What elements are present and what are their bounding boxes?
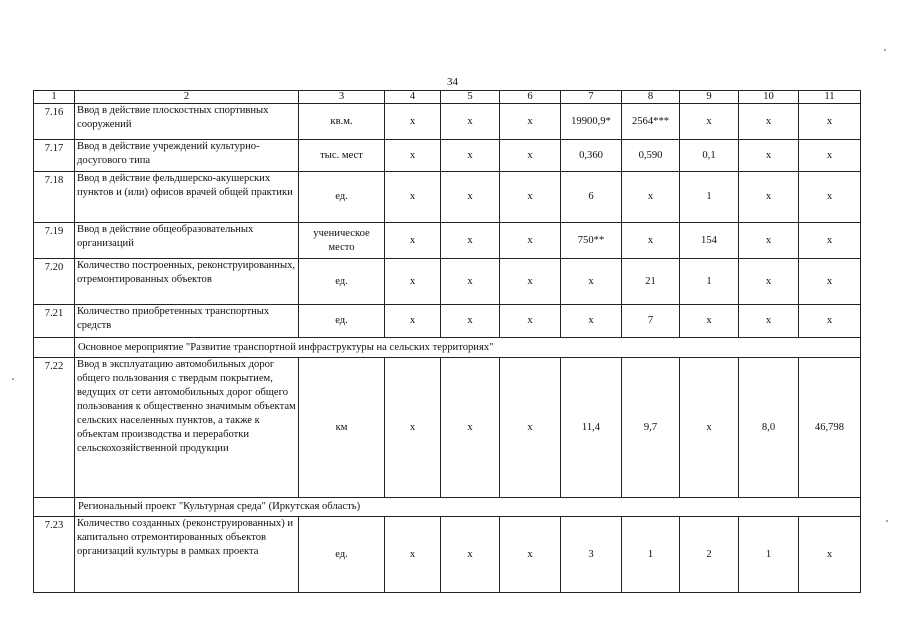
- value-cell: 154: [680, 223, 739, 259]
- value-cell: х: [441, 172, 500, 223]
- value-cell: х: [739, 104, 799, 140]
- indicator-name: Количество приобретенных транспортных средств: [75, 305, 299, 338]
- value-cell: х: [500, 259, 561, 305]
- value-cell: 8,0: [739, 358, 799, 498]
- table-header-row: [34, 91, 861, 104]
- value-cell: х: [441, 517, 500, 593]
- indicator-name: Ввод в действие учреждений культурно-досугового типа: [75, 140, 299, 172]
- value-cell: х: [385, 104, 441, 140]
- row-number: 7.17: [34, 140, 75, 172]
- value-cell: 9,7: [622, 358, 680, 498]
- value-cell: 7: [622, 305, 680, 338]
- column-number-header: 1: [34, 91, 75, 104]
- value-cell: х: [622, 223, 680, 259]
- value-cell: х: [385, 172, 441, 223]
- value-cell: 0,590: [622, 140, 680, 172]
- value-cell: 11,4: [561, 358, 622, 498]
- section-number-cell: [34, 338, 75, 358]
- value-cell: х: [385, 259, 441, 305]
- value-cell: 0,360: [561, 140, 622, 172]
- table-row: [34, 104, 861, 140]
- indicator-name: Ввод в действие плоскостных спортивных сооружений: [75, 104, 299, 140]
- column-number-header: 8: [622, 91, 680, 104]
- value-cell: х: [385, 223, 441, 259]
- unit-of-measure: ед.: [299, 259, 385, 305]
- row-number: 7.19: [34, 223, 75, 259]
- value-cell: х: [799, 305, 861, 338]
- row-number: 7.22: [34, 358, 75, 498]
- indicator-name: Количество построенных, реконструированных, отремонтированных объектов: [75, 259, 299, 305]
- value-cell: х: [739, 223, 799, 259]
- table-row: [34, 140, 861, 172]
- value-cell: х: [739, 305, 799, 338]
- value-cell: х: [799, 259, 861, 305]
- value-cell: 3: [561, 517, 622, 593]
- row-number: 7.16: [34, 104, 75, 140]
- column-number-header: 9: [680, 91, 739, 104]
- value-cell: х: [385, 305, 441, 338]
- value-cell: х: [739, 172, 799, 223]
- value-cell: 21: [622, 259, 680, 305]
- value-cell: 750**: [561, 223, 622, 259]
- value-cell: х: [385, 140, 441, 172]
- value-cell: х: [799, 172, 861, 223]
- column-number-header: 2: [75, 91, 299, 104]
- value-cell: 2: [680, 517, 739, 593]
- value-cell: х: [500, 172, 561, 223]
- value-cell: х: [739, 259, 799, 305]
- value-cell: 2564***: [622, 104, 680, 140]
- unit-of-measure: ед.: [299, 172, 385, 223]
- value-cell: 19900,9*: [561, 104, 622, 140]
- column-number-header: 4: [385, 91, 441, 104]
- value-cell: х: [622, 172, 680, 223]
- section-title: Основное мероприятие "Развитие транспортной инфраструктуры на сельских территориях": [75, 338, 861, 358]
- column-number-header: 10: [739, 91, 799, 104]
- value-cell: х: [441, 223, 500, 259]
- table-row: [34, 172, 861, 223]
- value-cell: х: [385, 517, 441, 593]
- value-cell: 46,798: [799, 358, 861, 498]
- column-number-header: 6: [500, 91, 561, 104]
- scan-speck: [12, 378, 14, 380]
- value-cell: х: [500, 104, 561, 140]
- value-cell: х: [799, 517, 861, 593]
- row-number: 7.20: [34, 259, 75, 305]
- unit-of-measure: тыс. мест: [299, 140, 385, 172]
- value-cell: х: [799, 140, 861, 172]
- value-cell: 1: [739, 517, 799, 593]
- indicator-name: Ввод в эксплуатацию автомобильных дорог общего пользования с твердым покрытием, ведущих от сети автомобильных дорог общего пользования к общественно значимым объектам сельских населенных пунктов, а также к объектам производства и переработки сельскохозяйственной продукции: [75, 358, 299, 498]
- table-row: [34, 305, 861, 338]
- section-title: Региональный проект "Культурная среда" (Иркутская область): [75, 498, 861, 517]
- indicator-name: Ввод в действие фельдшерско-акушерских пунктов и (или) офисов врачей общей практики: [75, 172, 299, 223]
- value-cell: х: [680, 104, 739, 140]
- value-cell: х: [739, 140, 799, 172]
- value-cell: 0,1: [680, 140, 739, 172]
- value-cell: х: [799, 223, 861, 259]
- section-number-cell: [34, 498, 75, 517]
- table-row: [34, 358, 861, 498]
- indicator-name: Ввод в действие общеобразовательных организаций: [75, 223, 299, 259]
- row-number: 7.21: [34, 305, 75, 338]
- scan-speck: [886, 520, 888, 522]
- column-number-header: 7: [561, 91, 622, 104]
- unit-of-measure: ученическое место: [299, 223, 385, 259]
- value-cell: х: [680, 358, 739, 498]
- column-number-header: 3: [299, 91, 385, 104]
- unit-of-measure: ед.: [299, 305, 385, 338]
- unit-of-measure: кв.м.: [299, 104, 385, 140]
- value-cell: х: [500, 517, 561, 593]
- value-cell: х: [441, 259, 500, 305]
- unit-of-measure: ед.: [299, 517, 385, 593]
- row-number: 7.23: [34, 517, 75, 593]
- value-cell: 6: [561, 172, 622, 223]
- section-row: [34, 338, 861, 358]
- value-cell: х: [500, 358, 561, 498]
- page-number: 34: [447, 76, 458, 88]
- value-cell: х: [680, 305, 739, 338]
- value-cell: х: [500, 223, 561, 259]
- value-cell: х: [441, 104, 500, 140]
- column-number-header: 11: [799, 91, 861, 104]
- value-cell: х: [385, 358, 441, 498]
- value-cell: х: [441, 140, 500, 172]
- value-cell: х: [561, 305, 622, 338]
- value-cell: х: [500, 305, 561, 338]
- indicators-table: [33, 90, 861, 593]
- row-number: 7.18: [34, 172, 75, 223]
- column-number-header: 5: [441, 91, 500, 104]
- table-row: [34, 259, 861, 305]
- value-cell: х: [561, 259, 622, 305]
- table-row: [34, 517, 861, 593]
- value-cell: х: [500, 140, 561, 172]
- value-cell: 1: [680, 172, 739, 223]
- indicator-name: Количество созданных (реконструированных) и капитально отремонтированных объектов организаций культуры в рамках проекта: [75, 517, 299, 593]
- value-cell: 1: [622, 517, 680, 593]
- unit-of-measure: км: [299, 358, 385, 498]
- value-cell: х: [441, 358, 500, 498]
- value-cell: 1: [680, 259, 739, 305]
- section-row: [34, 498, 861, 517]
- table-row: [34, 223, 861, 259]
- value-cell: х: [441, 305, 500, 338]
- scan-speck: [884, 49, 886, 51]
- value-cell: х: [799, 104, 861, 140]
